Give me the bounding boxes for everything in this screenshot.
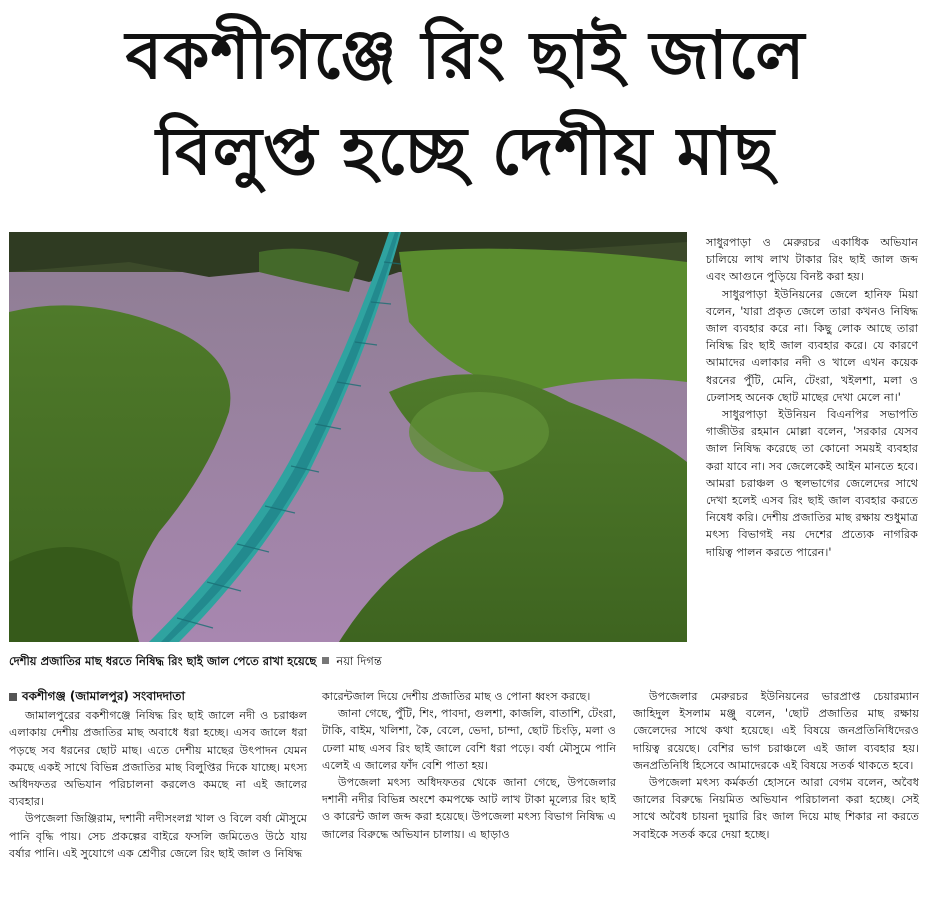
- square-bullet-icon: [322, 657, 329, 664]
- paragraph: উপজেলা মৎস্য কর্মকর্তা হোসনে আরা বেগম বলেন, অবৈধ জালের বিরুদ্ধে নিয়মিত অভিযান পরিচালনা করা হচ্ছে। সেই সাথে অবৈধ চায়না দুয়ারি রিং জাল দিয়ে মাছ শিকার না করতে সবাইকে সতর্ক করে দেয়া হচ্ছে।: [633, 776, 919, 841]
- paragraph: জানা গেছে, পুঁটি, শিং, পাবদা, গুলশা, কাজলি, বাতাশি, টেংরা, টাকি, বাইম, খলিশা, কৈ, বেলে, ভেদা, চান্দা, ছোট চিংড়ি, মলা ও ঢেলা মাছ এসব রিং ছাই জালে বেশি ধরা পড়ে। বর্ষা মৌসুমে পানি এলেই এ জালের ফাঁদ বেশি পাতা হয়।: [322, 707, 616, 772]
- photo-caption: [9, 653, 687, 672]
- caption-text: দেশীয় প্রজাতির মাছ ধরতে নিষিদ্ধ রিং ছাই জাল পেতে রাখা হয়েছে: [9, 654, 317, 668]
- dateline: [9, 688, 307, 705]
- paragraph: সাধুরপাড়া ইউনিয়ন বিএনপির সভাপতি গাজীউর রহমান মোল্লা বলেন, 'সরকার যেসব জাল নিষিদ্ধ করেছে তা কোনো সময়ই ব্যবহার করা যাবে না। সব জেলেকেই আইন মানতে হবে। আমরা চরাঞ্চল ও স্থলভাগের জেলেদের সাথে দেখা হলেই এসব রিং ছাই জাল ব্যবহার করতে নিষেধ করি। দেশীয় প্রজাতির মাছ রক্ষায় শুধুমাত্র মৎস্য বিভাগই নয় দেশের প্রত্যেক নাগরিক দায়িত্ব পালন করতে পারেন।': [706, 408, 918, 559]
- news-photo: [9, 232, 687, 642]
- paragraph: উপজেলার মেরুরচর ইউনিয়নের ভারপ্রাপ্ত চেয়ারম্যান জাহিদুল ইসলাম মঞ্জু বলেন, 'ছোট প্রজাতির মাছ রক্ষায় জেলেদের সাথে কথা হয়েছে। এই বিষয়ে জনপ্রতিনিধিদেরও দায়িত্ব রয়েছে। বেশির ভাগ চরাঞ্চলে এই জাল ব্যবহার হয়। জনপ্রতিনিধি হিসেবে আমাদেরকে এই বিষয়ে সতর্ক থাকতে হবে।: [633, 690, 919, 772]
- net-in-water-illustration: [9, 232, 687, 642]
- article-column-1: [9, 688, 307, 862]
- paragraph: উপজেলা মৎস্য অধিদফতর থেকে জানা গেছে, উপজেলার দশানী নদীর বিভিন্ন অংশে কমপক্ষে আট লাখ টাকা মূল্যের রিং ছাই ও কারেন্ট জাল জব্দ করা হয়েছে। উপজেলা মৎস্য বিভাগ নিষিদ্ধ এ জালের বিরুদ্ধে অভিযান চালায়। এ ছাড়াও: [322, 776, 616, 841]
- paragraph: জামালপুরের বকশীগঞ্জে নিষিদ্ধ রিং ছাই জালে নদী ও চরাঞ্চল এলাকায় দেশীয় প্রজাতির মাছ অবাধে ধরা হচ্ছে। এসব জালে ধরা পড়ছে সব ধরনের ছোট মাছ। এতে দেশীয় মাছের উৎপাদন যেমন কমছে একই সাথে বিভিন্ন প্রজাতির মাছ বিলুপ্তির দিকে যাচ্ছে। মৎস্য অধিদফতর অভিযান পরিচালনা করলেও কমছে না এই জালের ব্যবহার।: [9, 709, 307, 809]
- headline: [0, 8, 931, 200]
- square-bullet-icon: [9, 693, 17, 701]
- headline-line-1: বকশীগঞ্জে রিং ছাই জালে: [125, 17, 806, 94]
- paragraph: উপজেলা জিঞ্জিরাম, দশানী নদীসংলগ্ন খাল ও বিলে বর্ষা মৌসুমে পানি বৃদ্ধি পায়। সেচ প্রকল্পের বাইরে ফসলি জমিতেও উঠে যায় বর্ষার পানি। এই সুযোগে এক শ্রেণীর জেলে রিং ছাই জাল ও নিষিদ্ধ: [9, 812, 307, 860]
- article-column-3: [706, 234, 918, 561]
- paragraph: সাধুরপাড়া ও মেরুরচর একাধিক অভিযান চালিয়ে লাখ লাখ টাকার রিং ছাই জাল জব্দ এবং আগুনে পুড়িয়ে বিনষ্ট করা হয়।: [706, 236, 918, 284]
- paragraph: সাধুরপাড়া ইউনিয়নের জেলে হানিফ মিয়া বলেন, 'যারা প্রকৃত জেলে তারা কখনও নিষিদ্ধ জাল ব্যবহার করে না। কিছু লোক আছে তারা নিষিদ্ধ রিং ছাই জাল ব্যবহার করে। যে কারণে আমাদের এলাকার নদী ও খালে এখন কয়েক ধরনের পুঁটি, মেনি, টেংরা, খইলশা, মলা ও ঢেলাসহ অনেক ছোট মাছের দেখা মেলে না।': [706, 287, 918, 404]
- paragraph: কারেন্টজাল দিয়ে দেশীয় প্রজাতির মাছ ও পোনা ধ্বংস করছে।: [322, 690, 591, 703]
- headline-line-2: বিলুপ্ত হচ্ছে দেশীয় মাছ: [156, 113, 775, 190]
- photo-credit: নয়া দিগন্ত: [336, 654, 382, 668]
- dateline-text: বকশীগঞ্জ (জামালপুর) সংবাদদাতা: [22, 689, 185, 703]
- article-column-2: [322, 688, 616, 843]
- article-column-4: [633, 688, 919, 843]
